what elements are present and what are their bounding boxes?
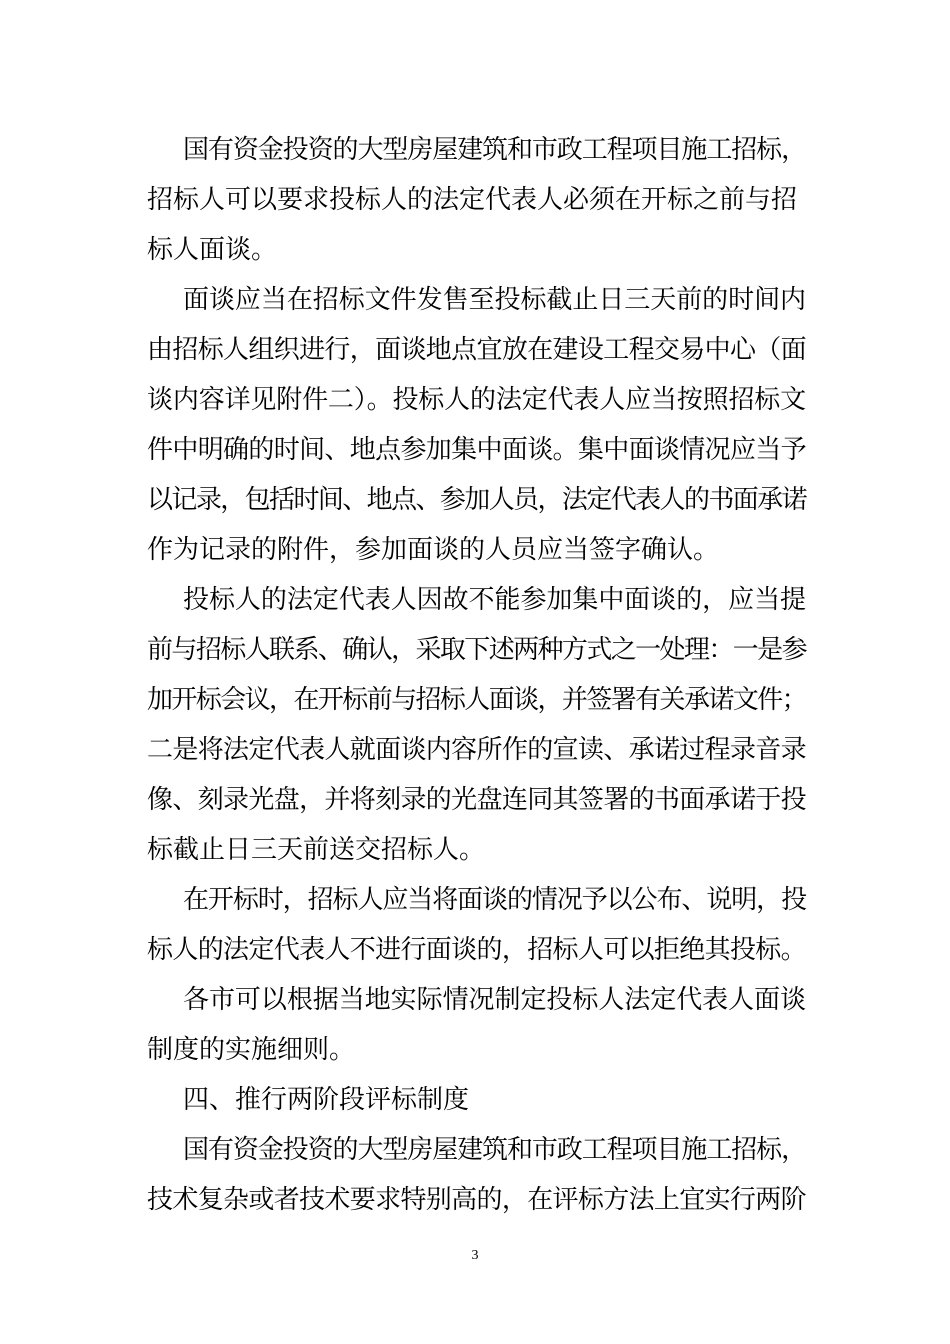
text-line-6: 谈内容详见附件二）。投标人的法定代表人应当按照招标文 bbox=[147, 385, 807, 415]
text-line-2: 招标人可以要求投标人的法定代表人必须在开标之前与招 bbox=[147, 185, 798, 215]
text-line-15: 标截止日三天前送交招标人。 bbox=[147, 835, 486, 865]
text-line-7: 件中明确的时间、地点参加集中面谈。集中面谈情况应当予 bbox=[147, 435, 807, 465]
text-line-5: 由招标人组织进行，面谈地点宜放在建设工程交易中心（面 bbox=[147, 335, 807, 365]
text-line-14: 像、刻录光盘，并将刻录的光盘连同其签署的书面承诺于投 bbox=[147, 785, 807, 815]
text-line-22: 技术复杂或者技术要求特别高的，在评标方法上宜实行两阶 bbox=[147, 1185, 807, 1215]
text-line-12: 加开标会议，在开标前与招标人面谈，并签署有关承诺文件； bbox=[147, 685, 807, 715]
text-line-1: 国有资金投资的大型房屋建筑和市政工程项目施工招标， bbox=[183, 135, 807, 165]
text-line-21: 国有资金投资的大型房屋建筑和市政工程项目施工招标， bbox=[183, 1135, 807, 1165]
text-line-11: 前与招标人联系、确认，采取下述两种方式之一处理：一是参 bbox=[147, 635, 807, 665]
page-number: 3 bbox=[471, 1248, 479, 1263]
text-line-4: 面谈应当在招标文件发售至投标截止日三天前的时间内 bbox=[183, 285, 807, 315]
text-line-3: 标人面谈。 bbox=[147, 235, 278, 265]
text-line-10: 投标人的法定代表人因故不能参加集中面谈的，应当提 bbox=[183, 585, 807, 615]
text-line-17: 标人的法定代表人不进行面谈的，招标人可以拒绝其投标。 bbox=[147, 935, 807, 965]
section-heading: 四、推行两阶段评标制度 bbox=[183, 1085, 470, 1115]
text-line-19: 制度的实施细则。 bbox=[147, 1035, 356, 1065]
text-line-16: 在开标时，招标人应当将面谈的情况予以公布、说明，投 bbox=[183, 885, 807, 915]
text-line-8: 以记录，包括时间、地点、参加人员，法定代表人的书面承诺 bbox=[147, 485, 807, 515]
text-line-13: 二是将法定代表人就面谈内容所作的宣读、承诺过程录音录 bbox=[147, 735, 807, 765]
text-line-18: 各市可以根据当地实际情况制定投标人法定代表人面谈 bbox=[183, 985, 807, 1015]
text-line-9: 作为记录的附件，参加面谈的人员应当签字确认。 bbox=[147, 535, 720, 565]
